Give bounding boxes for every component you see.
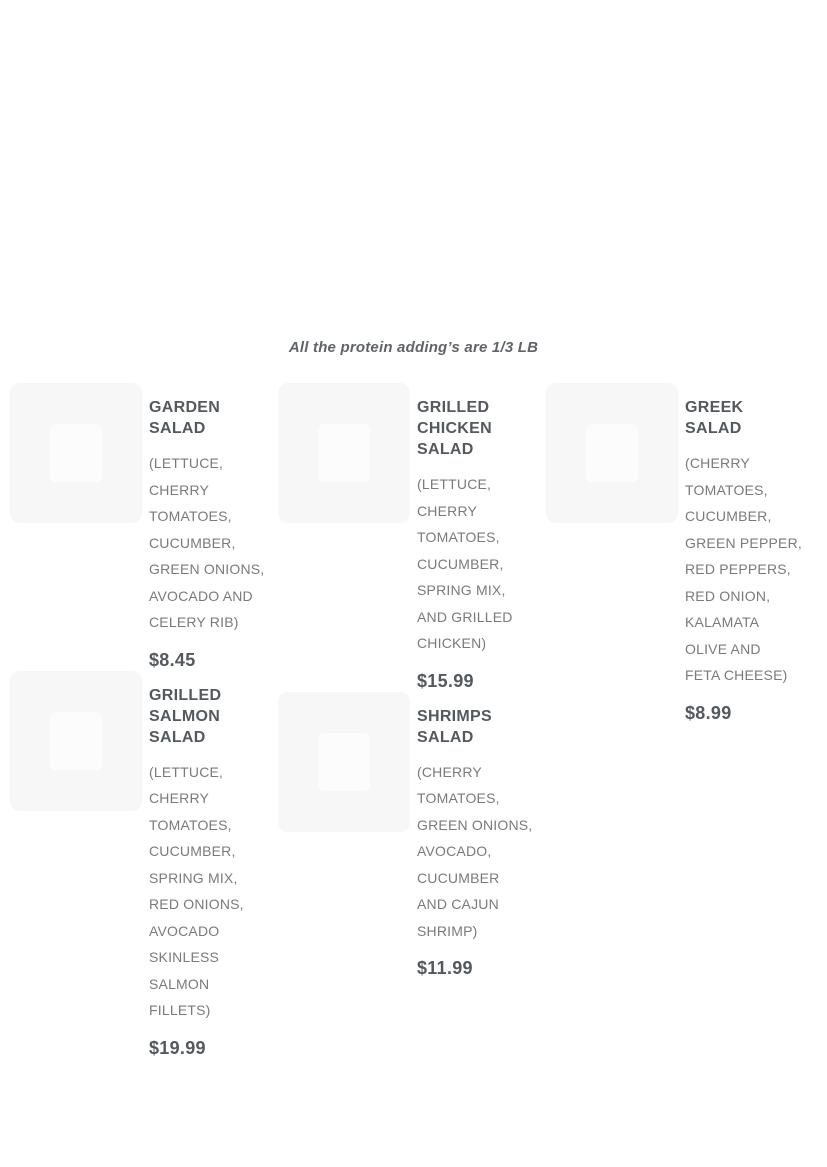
product-image-placeholder[interactable] — [278, 692, 410, 832]
menu-item-grilled-chicken-salad — [278, 383, 546, 692]
item-description: (LETTUCE, CHERRY TOMATOES, CUCUMBER, SPRING MIX, RED ONIONS, AVOCADO SKINLESS SALMON FILLETS) — [149, 763, 244, 1018]
item-content — [417, 383, 539, 692]
menu-column-2 — [278, 383, 546, 1059]
item-price: $8.45 — [149, 649, 196, 670]
menu-item-shrimps-salad — [278, 692, 546, 980]
item-content — [149, 671, 271, 1059]
item-price: $19.99 — [149, 1037, 206, 1058]
image-icon — [586, 424, 638, 482]
salad-menu-grid — [10, 383, 814, 1059]
item-price: $11.99 — [417, 958, 473, 978]
item-description: (CHERRY TOMATOES, GREEN ONIONS, AVOCADO, CUCUMBER AND CAJUN SHRIMP) — [417, 763, 533, 939]
product-image-placeholder[interactable] — [278, 383, 410, 523]
item-description: (CHERRY TOMATOES, CUCUMBER, GREEN PEPPER, RED PEPPERS, RED ONION, KALAMATA OLIVE AND FETA CHEESE) — [685, 455, 802, 683]
item-content — [685, 383, 807, 724]
image-icon — [318, 733, 370, 791]
item-price: $8.99 — [685, 702, 732, 723]
item-title: GRILLED CHICKEN SALAD — [417, 399, 492, 458]
item-title: GREEK SALAD — [685, 399, 744, 437]
item-description: (LETTUCE, CHERRY TOMATOES, CUCUMBER, GREEN ONIONS, AVOCADO AND CELERY RIB) — [149, 455, 265, 630]
product-image-placeholder[interactable] — [10, 671, 142, 811]
item-content — [149, 383, 271, 671]
product-image-placeholder[interactable] — [10, 383, 142, 523]
menu-item-garden-salad — [10, 383, 278, 671]
menu-column-3 — [546, 383, 814, 1059]
item-content — [417, 692, 539, 980]
item-title: GRILLED SALMON SALAD — [149, 686, 222, 746]
image-icon — [50, 424, 102, 482]
menu-item-greek-salad — [546, 383, 814, 724]
image-icon — [318, 424, 370, 482]
menu-item-grilled-salmon-salad — [10, 671, 278, 1059]
image-icon — [50, 712, 102, 770]
item-title: SHRIMPS SALAD — [417, 707, 492, 746]
menu-column-1 — [10, 383, 278, 1059]
menu-note: All the protein adding’s are 1/3 LB — [288, 339, 539, 356]
item-description: (LETTUCE, CHERRY TOMATOES, CUCUMBER, SPRING MIX, AND GRILLED CHICKEN) — [417, 476, 513, 651]
item-title: GARDEN SALAD — [149, 399, 221, 437]
item-price: $15.99 — [417, 670, 474, 691]
product-image-placeholder[interactable] — [546, 383, 678, 523]
